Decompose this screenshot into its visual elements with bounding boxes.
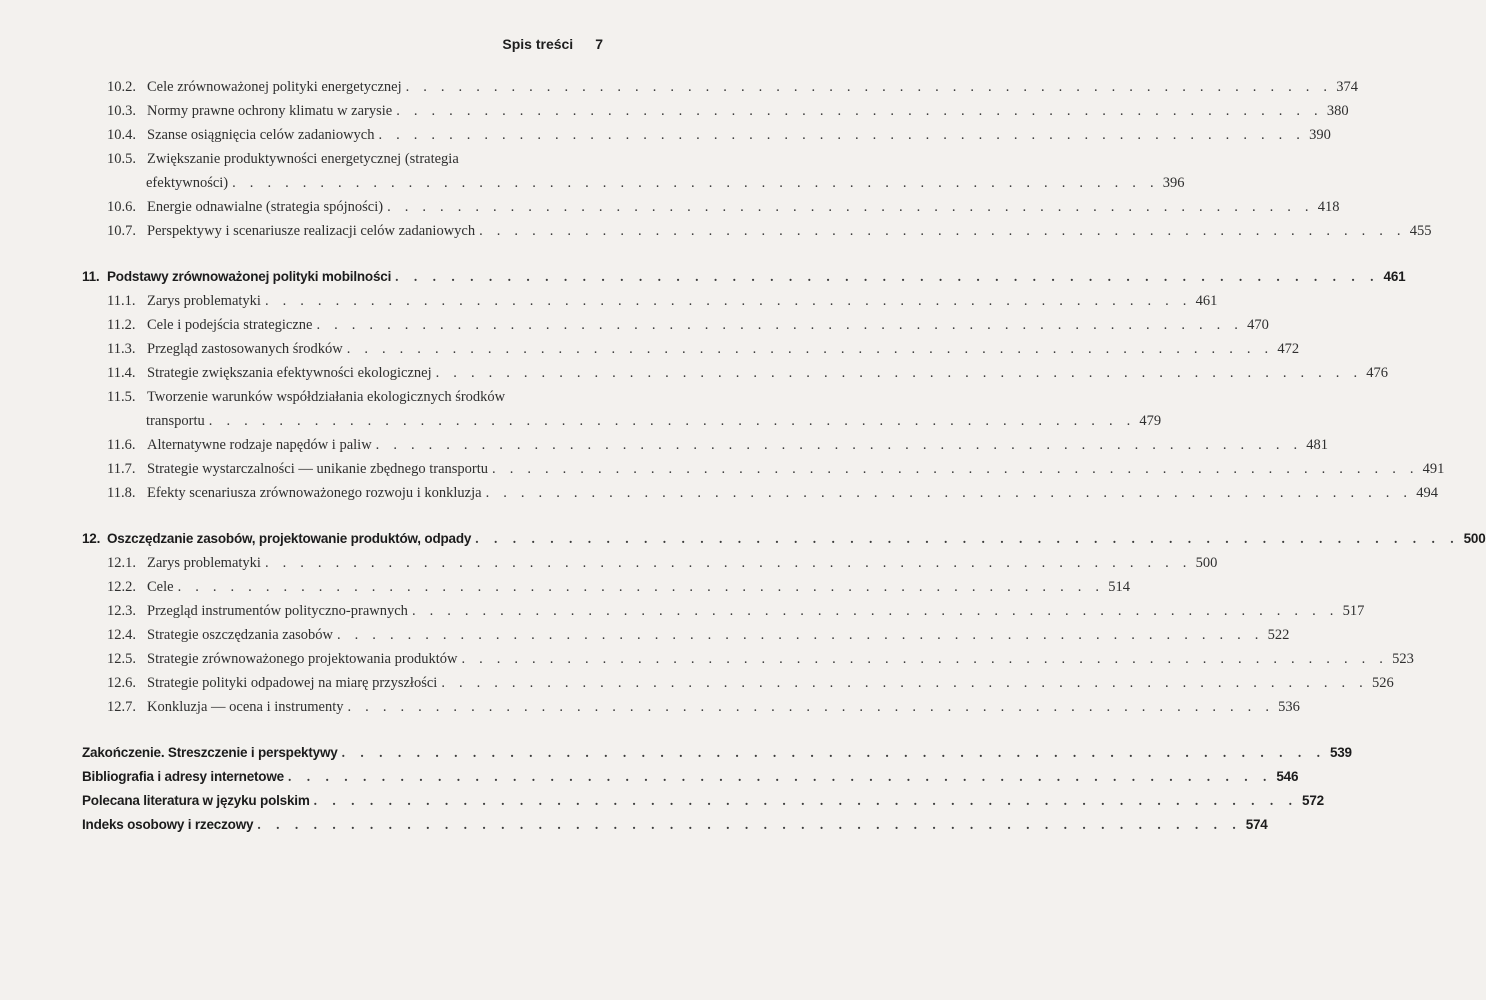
toc-entry-12-2 (82, 575, 1130, 599)
toc-entry-page: 526 (1371, 675, 1394, 691)
toc-entry-title: Zarys problematyki (147, 555, 261, 571)
toc-entry-page: 461 (1195, 293, 1218, 309)
toc-entry-title: Zarys problematyki (147, 293, 261, 309)
toc-entry-11-4 (82, 361, 1389, 385)
toc-entry-page: 476 (1366, 365, 1389, 381)
toc-entry-11-5-continuation (82, 409, 1162, 433)
toc-chapter-title: Bibliografia i adresy internetowe (82, 769, 284, 784)
toc-entry-page: 418 (1317, 199, 1340, 215)
toc-entry-number: 10.2. (107, 79, 136, 95)
page-number: 7 (595, 36, 603, 52)
toc-entry-title: Przegląd instrumentów polityczno-prawnych (147, 603, 408, 619)
dot-leader: . . . . . . . . . . . . . . . . . . . . . . . . . . . . . . . . . . . . . . . . . . . . . . . . . . . . . (257, 817, 1242, 832)
toc-entry-number: 10.3. (107, 103, 136, 119)
toc-entry-12-4 (82, 623, 1290, 647)
toc-entry-number: 11.7. (107, 461, 136, 477)
dot-leader: . . . . . . . . . . . . . . . . . . . . . . . . . . . . . . . . . . . . . . . . . . . . . . . . . . . . . (396, 103, 1323, 119)
dot-leader: . . . . . . . . . . . . . . . . . . . . . . . . . . . . . . . . . . . . . . . . . . . . . . . . . . . . . (264, 293, 1192, 309)
toc-entry-title: Szanse osiągnięcia celów zadaniowych (147, 127, 375, 143)
toc-entry-title: Strategie zrównoważonego projektowania produktów (147, 651, 458, 667)
toc-entry-title: Efekty scenariusza zrównoważonego rozwoju i konkluzja (147, 485, 482, 501)
toc-chapter-number: 11. (82, 269, 100, 284)
toc-entry-number: 10.7. (107, 223, 136, 239)
toc-entry-page: 517 (1342, 603, 1365, 619)
toc-chapter-title: Indeks osobowy i rzeczowy (82, 817, 254, 832)
toc-entry-10-4 (82, 123, 1331, 147)
toc-entry-title: Strategie oszczędzania zasobów (147, 627, 333, 643)
toc-back-matter-bibliography (82, 765, 1299, 789)
toc-entry-11-1 (82, 289, 1218, 313)
dot-leader: . . . . . . . . . . . . . . . . . . . . . . . . . . . . . . . . . . . . . . . . . . . . . . . . . . . . . (485, 485, 1413, 501)
toc-entry-page: 536 (1278, 699, 1300, 715)
toc-entry-11-5 (82, 385, 600, 409)
toc-entry-title: Energie odnawialne (strategia spójności) (147, 199, 384, 215)
toc-entry-11-8 (82, 481, 1438, 505)
dot-leader: . . . . . . . . . . . . . . . . . . . . . . . . . . . . . . . . . . . . . . . . . . . . . . . . . . . . . (387, 199, 1314, 215)
toc-entry-12-1 (82, 551, 1218, 575)
toc-entry-number: 11.2. (107, 317, 136, 333)
dot-leader: . . . . . . . . . . . . . . . . . . . . . . . . . . . . . . . . . . . . . . . . . . . . . . . . . . . . . (264, 555, 1192, 571)
toc-entry-page: 390 (1309, 127, 1331, 143)
dot-leader: . . . . . . . . . . . . . . . . . . . . . . . . . . . . . . . . . . . . . . . . . . . . . . . . . . . . . (378, 127, 1306, 143)
toc-entry-title-continuation: transportu (146, 413, 205, 429)
toc-entry-10-5-continuation (82, 171, 1185, 195)
dot-leader: . . . . . . . . . . . . . . . . . . . . . . . . . . . . . . . . . . . . . . . . . . . . . . . . . . . . . (435, 365, 1363, 381)
table-of-contents (82, 75, 1486, 837)
toc-entry-number: 10.6. (107, 199, 136, 215)
toc-entry-page: 470 (1247, 317, 1269, 333)
toc-chapter-title: Polecana literatura w języku polskim (82, 793, 310, 808)
toc-entry-12-7 (82, 695, 1300, 719)
toc-chapter-page: 572 (1302, 793, 1324, 808)
toc-back-matter-polish-literature (82, 789, 1324, 813)
dot-leader: . . . . . . . . . . . . . . . . . . . . . . . . . . . . . . . . . . . . . . . . . . . . . . . . . . . . . (411, 603, 1339, 619)
toc-entry-page: 472 (1277, 341, 1300, 357)
dot-leader: . . . . . . . . . . . . . . . . . . . . . . . . . . . . . . . . . . . . . . . . . . . . . . . . . . . . . (313, 793, 1299, 808)
toc-entry-number: 11.8. (107, 485, 136, 501)
toc-entry-number: 11.1. (107, 293, 136, 309)
toc-entry-number: 10.4. (107, 127, 136, 143)
toc-back-matter-conclusion (82, 741, 1352, 765)
toc-chapter-page: 461 (1383, 269, 1406, 284)
toc-entry-page: 523 (1392, 651, 1414, 667)
dot-leader: . . . . . . . . . . . . . . . . . . . . . . . . . . . . . . . . . . . . . . . . . . . . . . . . . . . . . (479, 223, 1406, 239)
toc-entry-11-6 (82, 433, 1329, 457)
toc-entry-page: 396 (1162, 175, 1185, 191)
toc-entry-title: Alternatywne rodzaje napędów i paliw (147, 437, 372, 453)
toc-entry-title: Tworzenie warunków współdziałania ekologicznych środków (147, 389, 506, 405)
toc-entry-page: 491 (1422, 461, 1445, 477)
toc-entry-title: Strategie polityki odpadowej na miarę przyszłości (147, 675, 438, 691)
dot-leader: . . . . . . . . . . . . . . . . . . . . . . . . . . . . . . . . . . . . . . . . . . . . . . . . . . . . . (337, 627, 1264, 643)
toc-entry-number: 12.4. (107, 627, 136, 643)
toc-entry-page: 479 (1139, 413, 1162, 429)
toc-entry-title: Perspektywy i scenariusze realizacji celów zadaniowych (147, 223, 476, 239)
toc-entry-page: 500 (1195, 555, 1218, 571)
toc-entry-11-3 (82, 337, 1300, 361)
toc-entry-page: 514 (1108, 579, 1130, 595)
toc-entry-title: Cele i podejścia strategiczne (147, 317, 313, 333)
toc-entry-number: 12.1. (107, 555, 136, 571)
toc-entry-12-6 (82, 671, 1394, 695)
dot-leader: . . . . . . . . . . . . . . . . . . . . . . . . . . . . . . . . . . . . . . . . . . . . . . . . . . . . . (341, 745, 1326, 760)
dot-leader: . . . . . . . . . . . . . . . . . . . . . . . . . . . . . . . . . . . . . . . . . . . . . . . . . . . . . (441, 675, 1368, 691)
toc-entry-10-3 (82, 99, 1349, 123)
toc-chapter-page: 574 (1245, 817, 1268, 832)
toc-entry-title: Konkluzja — ocena i instrumenty (147, 699, 344, 715)
toc-entry-number: 12.6. (107, 675, 136, 691)
toc-entry-number: 12.5. (107, 651, 136, 667)
toc-entry-10-6 (82, 195, 1340, 219)
running-header (502, 36, 603, 52)
dot-leader: . . . . . . . . . . . . . . . . . . . . . . . . . . . . . . . . . . . . . . . . . . . . . . . . . . . . . (177, 579, 1105, 595)
dot-leader: . . . . . . . . . . . . . . . . . . . . . . . . . . . . . . . . . . . . . . . . . . . . . . . . . . . . . (346, 341, 1274, 357)
dot-leader: . . . . . . . . . . . . . . . . . . . . . . . . . . . . . . . . . . . . . . . . . . . . . . . . . . . . . (375, 437, 1303, 453)
toc-entry-title: Zwiększanie produktywności energetycznej (strategia (147, 151, 459, 167)
toc-entry-page: 494 (1416, 485, 1438, 501)
toc-entry-page: 374 (1336, 79, 1358, 95)
toc-chapter-page: 539 (1329, 745, 1352, 760)
toc-entry-title: Przegląd zastosowanych środków (147, 341, 343, 357)
toc-chapter-11 (82, 265, 1406, 289)
toc-entry-title-continuation: efektywności) (146, 175, 229, 191)
toc-entry-number: 10.5. (107, 151, 136, 167)
toc-back-matter-index (82, 813, 1268, 837)
toc-entry-title: Strategie zwiększania efektywności ekologicznej (147, 365, 432, 381)
toc-entry-10-5 (82, 147, 600, 171)
dot-leader: . . . . . . . . . . . . . . . . . . . . . . . . . . . . . . . . . . . . . . . . . . . . . . . . . . . . . (232, 175, 1159, 191)
toc-entry-number: 11.3. (107, 341, 136, 357)
dot-leader: . . . . . . . . . . . . . . . . . . . . . . . . . . . . . . . . . . . . . . . . . . . . . . . . . . . . . (287, 769, 1273, 784)
dot-leader: . . . . . . . . . . . . . . . . . . . . . . . . . . . . . . . . . . . . . . . . . . . . . . . . . . . . . (395, 269, 1380, 284)
toc-entry-number: 11.5. (107, 389, 136, 405)
toc-entry-page: 522 (1267, 627, 1290, 643)
dot-leader: . . . . . . . . . . . . . . . . . . . . . . . . . . . . . . . . . . . . . . . . . . . . . . . . . . . . . (475, 531, 1460, 546)
toc-entry-10-7 (82, 219, 1432, 243)
dot-leader: . . . . . . . . . . . . . . . . . . . . . . . . . . . . . . . . . . . . . . . . . . . . . . . . . . . . . (208, 413, 1136, 429)
toc-entry-number: 11.6. (107, 437, 136, 453)
toc-entry-title: Strategie wystarczalności — unikanie zbędnego transportu (147, 461, 489, 477)
toc-entry-12-3 (82, 599, 1365, 623)
toc-entry-number: 11.4. (107, 365, 136, 381)
toc-chapter-page: 500 (1463, 531, 1486, 546)
toc-entry-number: 12.7. (107, 699, 136, 715)
toc-entry-10-2 (82, 75, 1358, 99)
toc-entry-12-5 (82, 647, 1414, 671)
toc-entry-page: 380 (1326, 103, 1349, 119)
toc-chapter-12 (82, 527, 1486, 551)
toc-entry-page: 481 (1306, 437, 1329, 453)
toc-entry-title: Cele zrównoważonej polityki energetycznej (147, 79, 402, 95)
toc-entry-11-2 (82, 313, 1269, 337)
dot-leader: . . . . . . . . . . . . . . . . . . . . . . . . . . . . . . . . . . . . . . . . . . . . . . . . . . . . . (347, 699, 1275, 715)
toc-chapter-title: Oszczędzanie zasobów, projektowanie produktów, odpady (107, 531, 472, 546)
toc-chapter-number: 12. (82, 531, 101, 546)
dot-leader: . . . . . . . . . . . . . . . . . . . . . . . . . . . . . . . . . . . . . . . . . . . . . . . . . . . . . (461, 651, 1389, 667)
toc-entry-number: 12.2. (107, 579, 136, 595)
toc-entry-title: Cele (147, 579, 174, 595)
toc-entry-title: Normy prawne ochrony klimatu w zarysie (147, 103, 393, 119)
toc-entry-page: 455 (1409, 223, 1432, 239)
dot-leader: . . . . . . . . . . . . . . . . . . . . . . . . . . . . . . . . . . . . . . . . . . . . . . . . . . . . . (316, 317, 1244, 333)
toc-chapter-title: Zakończenie. Streszczenie i perspektywy (82, 745, 338, 760)
dot-leader: . . . . . . . . . . . . . . . . . . . . . . . . . . . . . . . . . . . . . . . . . . . . . . . . . . . . . (492, 461, 1419, 477)
toc-entry-number: 12.3. (107, 603, 136, 619)
toc-chapter-page: 546 (1276, 769, 1299, 784)
dot-leader: . . . . . . . . . . . . . . . . . . . . . . . . . . . . . . . . . . . . . . . . . . . . . . . . . . . . . (405, 79, 1333, 95)
toc-chapter-title: Podstawy zrównoważonej polityki mobilności (107, 269, 392, 284)
toc-entry-11-7 (82, 457, 1445, 481)
running-header-title: Spis treści (502, 36, 574, 52)
